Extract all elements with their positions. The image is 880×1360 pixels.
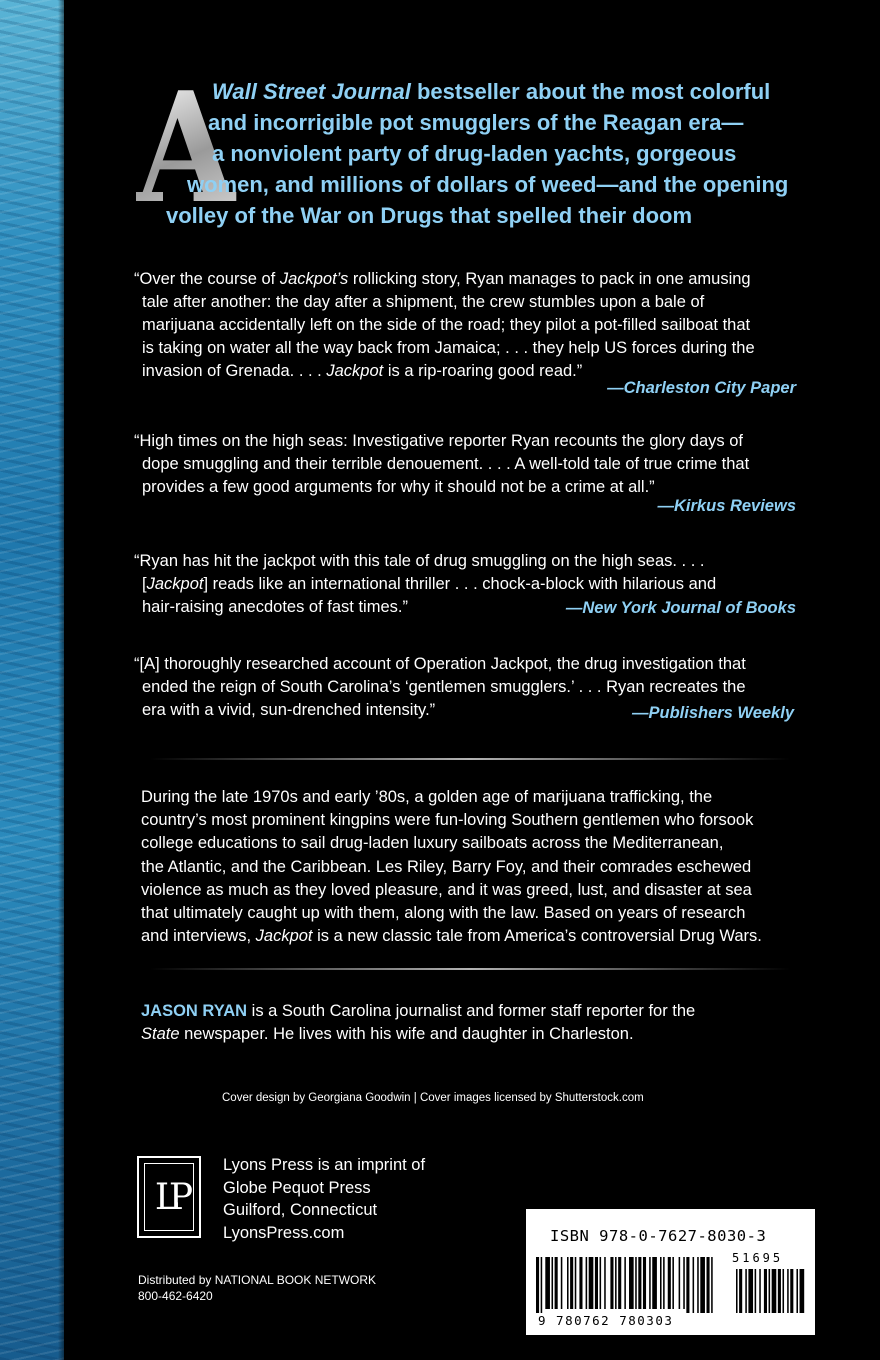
barcode-stripe [660,1257,662,1309]
hero-line-text: bestseller about the most colorful [410,79,771,104]
barcode-stripe [711,1257,713,1313]
barcode-bars [536,1257,808,1315]
quote-line: hair-raising anecdotes of fast times.” [142,598,408,616]
publisher-logo-mark [144,1163,194,1231]
publisher-line: Guilford, Connecticut [223,1201,378,1219]
barcode-stripe [778,1269,781,1313]
barcode-stripe [668,1257,671,1309]
author-bio [141,1000,695,1046]
section-divider [150,968,790,970]
barcode-stripe [635,1257,637,1309]
description-line: country’s most prominent kingpins were fun-loving Southern gentlemen who forsook [141,811,754,830]
description-line: the Atlantic, and the Caribbean. Les Riley, Barry Foy, and their comrades eschewed [141,857,752,876]
barcode-stripe [579,1257,582,1309]
barcode-stripe [618,1257,621,1309]
barcode-stripe [555,1257,558,1309]
quote-line: marijuana accidentally left on the side of the road; they pilot a pot-filled sailboat that [142,316,751,334]
barcode-stripe [638,1257,641,1309]
quote-line: “[A] thoroughly researched account of Operation Jackpot, the drug investigation that [134,655,746,673]
barcode-stripe [649,1257,651,1309]
drop-cap: A [136,58,237,237]
quote-line: “Ryan has hit the jackpot with this tale of drug smuggling on the high seas. . . . [134,552,705,570]
barcode-stripe [561,1257,563,1309]
barcode-stripe [595,1257,598,1309]
barcode-stripe [790,1269,793,1313]
barcode-stripe [610,1257,613,1309]
ocean-water-strip [0,0,64,1360]
barcode-stripe [570,1257,573,1309]
barcode-stripe [643,1257,646,1309]
author-bio-text: is a South Carolina journalist and former staff reporter for the [247,1002,696,1020]
barcode-stripe [736,1269,738,1313]
barcode-stripe [672,1257,674,1309]
barcode-stripe [787,1269,789,1313]
hero-line-1 [212,76,770,108]
quote-line: provides a few good arguments for why it should not be a crime at all.” [142,478,655,496]
review-source-1: —Charleston City Paper [607,379,796,397]
quote-line: “Over the course of Jackpot’s rollicking story, Ryan manages to pack in one amusing [134,270,751,288]
publisher-line: Globe Pequot Press [223,1178,371,1197]
barcode-stripe [707,1257,710,1313]
publisher-website: LyonsPress.com [223,1223,345,1242]
barcode-stripe [541,1257,543,1313]
barcode-stripe [697,1257,699,1313]
publisher-line: Lyons Press is an imprint of [223,1156,426,1174]
isbn-text: ISBN 978-0-7627-8030-3 [550,1227,767,1245]
barcode-stripe [759,1269,761,1313]
quote-line: dope smuggling and their terrible denouement. . . . A well-told tale of true crime that [142,455,750,473]
barcode-stripe [545,1257,550,1309]
quote-line: era with a vivid, sun-drenched intensity.” [142,701,436,719]
book-description [141,786,821,948]
distributor-line: Distributed by NATIONAL BOOK NETWORK [138,1273,377,1287]
hero-line-5: volley of the War on Drugs that spelled their doom [166,203,693,228]
description-line: college educations to sail drug-laden luxury sailboats across the Mediterranean, [141,834,724,853]
hero-line-3: a nonviolent party of drug-laden yachts, gorgeous [212,141,737,166]
barcode-stripe [769,1269,771,1313]
description-line: that ultimately caught up with them, along with the law. Based on years of research [141,904,746,923]
distribution-info [138,1272,376,1304]
author-bio-text: newspaper. He lives with his wife and daughter in Charleston. [179,1025,634,1043]
spine-shadow [58,0,68,1360]
barcode-stripe [624,1257,626,1309]
barcode-stripe [604,1257,606,1309]
review-source-3: —New York Journal of Books [565,599,796,617]
barcode-stripe [700,1257,705,1313]
barcode-stripe [796,1269,798,1313]
description-line: violence as much as they loved pleasure, and it was greed, lust, and disaster at sea [141,880,752,899]
barcode-stripe [586,1257,588,1309]
barcode-stripe [693,1257,695,1313]
isbn-barcode [526,1209,815,1335]
barcode-stripe [748,1269,753,1313]
barcode-stripe [615,1257,617,1309]
quote-line: [Jackpot] reads like an international thriller . . . chock-a-block with hilarious and [142,575,717,593]
logo-text: LP [154,1176,184,1218]
barcode-stripe [686,1257,689,1313]
barcode-stripe [536,1257,539,1313]
barcode-stripe [772,1269,777,1313]
quote-line: invasion of Grenada. . . . Jackpot is a rip-roaring good read.” [142,362,583,380]
barcode-stripe [567,1257,569,1309]
publisher-info [223,1154,425,1244]
barcode-stripe [679,1257,681,1309]
hero-italic-title: Wall Street Journal [212,79,411,104]
barcode-stripe [552,1257,554,1309]
barcode-stripe [764,1269,767,1313]
barcode-stripe [629,1257,634,1309]
hero-line-2: and incorrigible pot smugglers of the Reagan era— [208,110,744,135]
barcode-stripe [600,1257,602,1309]
description-line: During the late 1970s and early ’80s, a golden age of marijuana trafficking, the [141,788,713,806]
quote-line: ended the reign of South Carolina’s ‘gentlemen smugglers.’ . . . Ryan recreates the [142,678,746,696]
hero-line-4: women, and millions of dollars of weed—and the opening [187,172,789,197]
barcode-stripe [663,1257,665,1309]
barcode-digits: 9 780762 780303 [538,1313,674,1328]
barcode-stripe [755,1269,757,1313]
barcode-stripe [589,1257,594,1309]
barcode-stripe [652,1257,657,1309]
barcode-stripe [739,1269,742,1313]
quote-line: is taking on water all the way back from Jamaica; . . . they help US forces during the [142,339,755,357]
barcode-stripe [575,1257,577,1309]
barcode-price-code: 51695 [732,1251,784,1265]
quote-line: tale after another: the day after a shipment, the crew stumbles upon a bale of [142,293,705,311]
description-line: and interviews, Jackpot is a new classic tale from America’s controversial Drug Wars. [141,927,762,946]
review-quote-2 [134,430,814,499]
section-divider [150,758,790,760]
barcode-stripe [683,1257,685,1309]
review-source-4: —Publishers Weekly [631,704,794,722]
quote-line: “High times on the high seas: Investigative reporter Ryan recounts the glory days of [134,432,743,450]
barcode-stripe [783,1269,785,1313]
cover-credits: Cover design by Georgiana Goodwin | Cover images licensed by Shutterstock.com [222,1092,644,1104]
publisher-logo [137,1156,201,1238]
review-quote-1 [134,268,814,383]
barcode-stripe [745,1269,747,1313]
author-newspaper: State [141,1025,180,1043]
distributor-phone: 800-462-6420 [138,1289,213,1303]
review-source-2: —Kirkus Reviews [657,497,796,515]
author-name: JASON RYAN [141,1002,248,1020]
barcode-stripe [800,1269,805,1313]
